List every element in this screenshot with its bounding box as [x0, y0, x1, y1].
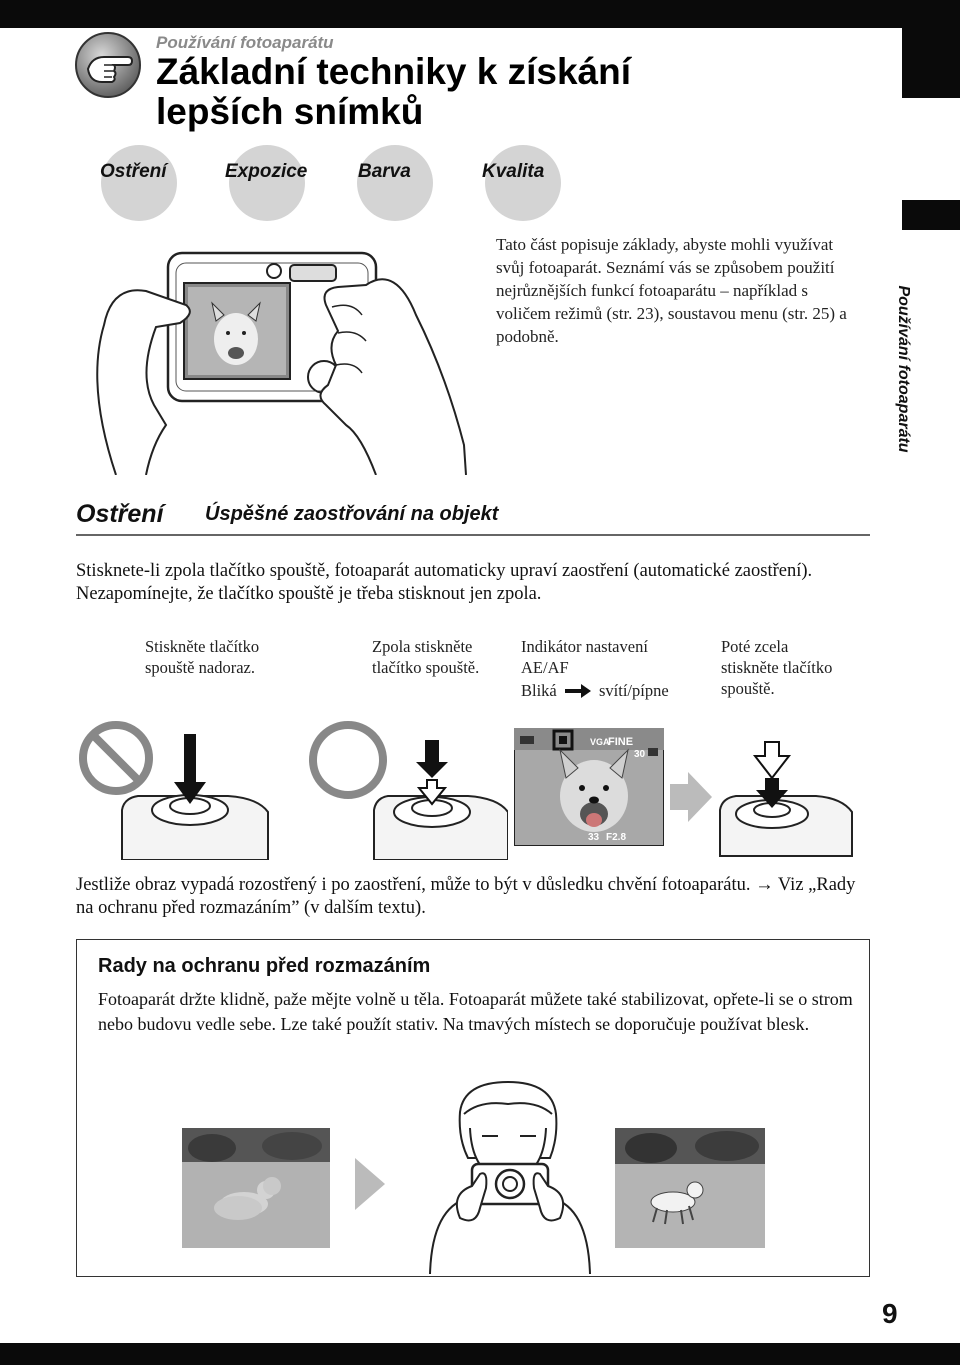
section-tab-marker — [902, 200, 960, 230]
tip-text: Fotoaparát držte klidně, paže mějte volně u těla. Fotoaparát můžete také stabilizovat, opřete-li se o strom nebo budovu vedle sebe. Lze také použít stativ. Na tmavých místech se doporučuje používat blesk. — [98, 989, 853, 1034]
lcd-count: 30 — [634, 749, 646, 760]
intro-text: Tato část popisuje základy, abyste mohli využívat svůj fotoaparát. Seznámí vás se způsobem použití nejrůznějších funkcí fotoaparátu – například s voličem režimů (str. 23), soustavou menu (str. 25) a podobně. — [496, 235, 847, 346]
tip-title: Rady na ochranu před rozmazáním — [98, 955, 431, 977]
tab-quality: Kvalita — [482, 161, 545, 182]
page-title-line1: Základní techniky k získání — [156, 51, 632, 92]
tab-circle-quality — [485, 145, 561, 221]
section-rule — [76, 534, 870, 536]
prohibited-full-press-illustration — [78, 720, 278, 865]
page-number: 9 — [882, 1298, 898, 1329]
lcd-screen-illustration — [514, 728, 664, 851]
lcd-quality: FINE — [608, 736, 634, 748]
caption-then-press — [721, 636, 832, 699]
tab-color: Barva — [358, 161, 411, 182]
caption-press-fully — [145, 636, 259, 678]
full-press-illustration — [716, 738, 856, 865]
caption-indicator — [521, 636, 669, 703]
caption-line: stiskněte tlačítko — [721, 658, 833, 677]
half-press-illustration — [308, 720, 508, 865]
tab-circle-focus — [101, 145, 177, 221]
lcd-shutter: 33 — [588, 832, 600, 843]
top-tab-marker — [902, 0, 960, 98]
lcd-aperture: F2.8 — [606, 832, 627, 843]
caption-line: Zpola stiskněte — [372, 637, 473, 656]
caption-line: Stiskněte tlačítko — [145, 637, 260, 656]
section-subtitle: Používání fotoaparátu — [156, 33, 334, 52]
caption-half-press — [372, 636, 479, 678]
caption-line — [521, 680, 669, 703]
steady-label: svítí/pípne — [599, 681, 669, 700]
caption-line: Poté zcela — [721, 637, 789, 656]
blur-note: Jestliže obraz vypadá rozostřený i po zaostření, může to být v důsledku chvění fotoaparátu. → Viz „Rady na ochranu před rozmazáním” (v dalším textu). — [76, 875, 856, 918]
hands-holding-camera-illustration — [76, 235, 476, 480]
tab-focus: Ostření — [100, 161, 167, 182]
caption-line: AE/AF — [521, 658, 569, 677]
person-holding-camera-illustration — [420, 1078, 600, 1279]
tab-circle-exposure — [229, 145, 305, 221]
pointing-hand-icon — [74, 31, 142, 99]
right-arrow-icon — [565, 682, 591, 703]
caption-line: tlačítko spouště. — [372, 658, 480, 677]
side-section-label: Používání fotoaparátu — [895, 285, 912, 453]
focus-paragraph: Stisknete-li zpola tlačítko spouště, fotoaparát automaticky upraví zaostření (automatické zaostření). Nezapomínejte, že tlačítko spouště je třeba stisknout jen zpola. — [76, 561, 813, 604]
lcd-vga: VGA — [590, 737, 610, 747]
page-title-line2: lepších snímků — [156, 91, 424, 132]
gray-right-arrow-icon — [670, 772, 712, 827]
section-subheading: Úspěšné zaostřování na objekt — [205, 503, 499, 525]
page-title — [156, 52, 631, 132]
ok-circle-icon — [313, 725, 383, 795]
tab-circle-color — [357, 145, 433, 221]
sharp-dog-photo — [615, 1128, 765, 1253]
bottom-bar — [0, 1343, 960, 1365]
caption-line: spouště nadoraz. — [145, 658, 255, 677]
gray-right-arrow-icon — [355, 1158, 385, 1215]
blink-label: Bliká — [521, 681, 557, 700]
top-bar — [0, 0, 902, 28]
blurred-dog-photo — [182, 1128, 330, 1253]
caption-line: Indikátor nastavení — [521, 637, 648, 656]
tab-exposure: Expozice — [225, 161, 308, 182]
caption-line: spouště. — [721, 679, 775, 698]
section-heading: Ostření — [76, 500, 164, 528]
